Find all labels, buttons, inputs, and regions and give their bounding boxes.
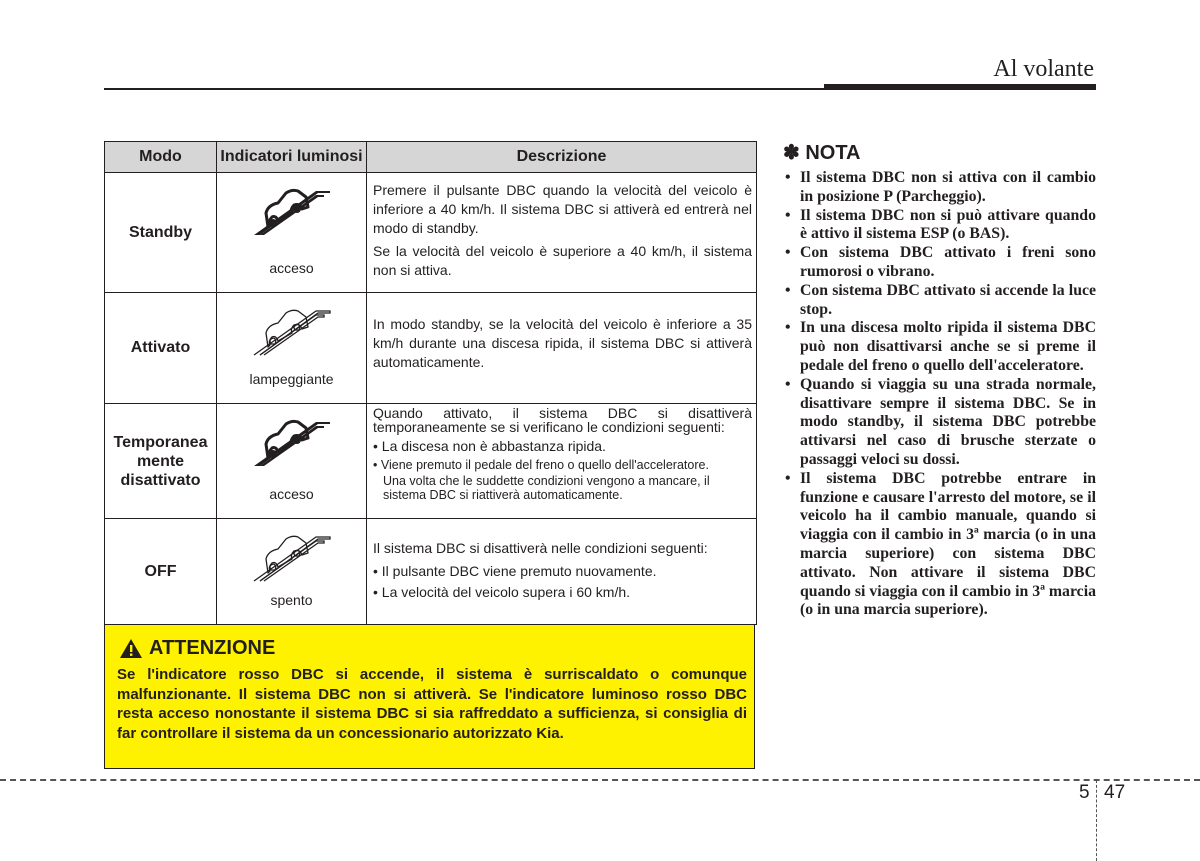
description-text: Quando attivato, il sistema DBC si disattiverà temporaneamente se si verificano le condizioni seguenti: xyxy=(373,405,752,435)
description-text: Il sistema DBC si disattiverà nelle condizioni seguenti: xyxy=(373,540,708,556)
list-item: • Quando si viaggia su una strada normale, disattivare sempre il sistema DBC. Se in modo standby, il sistema DBC potrebbe attivarsi nel caso di brusche sterzate o passaggi veloci su dossi. xyxy=(783,376,1096,470)
mode-line: Temporanea xyxy=(113,433,208,451)
description-cell xyxy=(367,293,757,404)
dbc-car-slope-icon xyxy=(252,183,332,239)
warning-triangle-icon xyxy=(119,638,143,659)
description-list-item: • La velocità del veicolo supera i 60 km/h. xyxy=(373,584,631,600)
indicator-caption: acceso xyxy=(269,260,314,276)
description-cell xyxy=(367,173,757,293)
dbc-car-slope-outline-icon xyxy=(252,303,332,359)
chapter-number: 5 xyxy=(1079,782,1090,803)
list-item: • Il sistema DBC non si attiva con il cambio in posizione P (Parcheggio). xyxy=(783,169,1096,207)
description-list-item: • Il pulsante DBC viene premuto nuovamente. xyxy=(373,563,657,579)
description-text: In modo standby, se la velocità del veicolo è inferiore a 35 km/h durante una discesa ripida, il sistema DBC si attiverà automaticamente. xyxy=(373,316,752,370)
mode-off: OFF xyxy=(105,519,217,625)
dbc-car-slope-outline-icon xyxy=(252,529,332,585)
indicator-caption: acceso xyxy=(269,486,314,502)
description-list-item: Una volta che le suddette condizioni vengono a mancare, il sistema DBC si riattiverà automaticamente. xyxy=(383,474,710,502)
mode-line: disattivato xyxy=(120,471,201,489)
table-row xyxy=(105,293,757,404)
table-row xyxy=(105,404,757,519)
description-text: Premere il pulsante DBC quando la velocità del veicolo è inferiore a 40 km/h. Il sistema DBC si attiverà ed entrerà nel modo di standby. xyxy=(373,182,752,236)
note-list xyxy=(783,169,1096,620)
warning-body: Se l'indicatore rosso DBC si accende, il sistema è surriscaldato o comunque malfunzionante. Il sistema DBC non si attiverà. Se l'indicatore luminoso rosso DBC resta acceso nonostante il sistema DBC si sia raffreddato a sufficienza, si consiglia di far controllare il sistema da un concessionario autorizzato Kia. xyxy=(117,666,747,742)
indicator-caption: spento xyxy=(270,592,313,608)
page-header-title: Al volante xyxy=(993,56,1094,82)
description-cell xyxy=(367,404,757,519)
indicator-cell xyxy=(217,404,367,519)
dbc-modes-table xyxy=(104,141,757,625)
warning-title-text: ATTENZIONE xyxy=(149,637,276,659)
table-header-row xyxy=(105,142,757,173)
table-row xyxy=(105,519,757,625)
description-list-item: • La discesa non è abbastanza ripida. xyxy=(373,438,606,454)
note-section xyxy=(783,140,1096,620)
indicator-cell xyxy=(217,293,367,404)
note-title: ✽ NOTA xyxy=(783,142,861,164)
page-number: 47 xyxy=(1104,782,1126,803)
footer-vertical-rule xyxy=(1096,780,1097,861)
footer-dashed-rule xyxy=(0,779,1200,781)
description-cell xyxy=(367,519,757,625)
list-item: • Con sistema DBC attivato si accende la luce stop. xyxy=(783,282,1096,320)
indicator-cell xyxy=(217,519,367,625)
dbc-car-slope-icon xyxy=(252,414,332,470)
header-rule-thick xyxy=(824,84,1096,90)
mode-line: mente xyxy=(136,452,185,470)
description-list-item: • Viene premuto il pedale del freno o quello dell'acceleratore. xyxy=(373,458,709,472)
header-rule-thin xyxy=(104,88,824,90)
indicator-caption: lampeggiante xyxy=(249,371,334,387)
column-header-mode: Modo xyxy=(105,142,217,173)
mode-temporaneamente-disattivato xyxy=(105,404,217,519)
indicator-cell xyxy=(217,173,367,293)
warning-box xyxy=(104,624,755,769)
mode-standby: Standby xyxy=(105,173,217,293)
list-item: • In una discesa molto ripida il sistema DBC può non disattivarsi anche se si preme il pedale del freno o quello dell'acceleratore. xyxy=(783,319,1096,375)
description-text: Se la velocità del veicolo è superiore a 40 km/h, il sistema non si attiva. xyxy=(373,243,752,278)
list-item: • Il sistema DBC non si può attivare quando è attivo il sistema ESP (o BAS). xyxy=(783,207,1096,245)
table-row xyxy=(105,173,757,293)
list-item: • Con sistema DBC attivato i freni sono rumorosi o vibrano. xyxy=(783,244,1096,282)
list-item: • Il sistema DBC potrebbe entrare in funzione e causare l'arresto del motore, se il veicolo ha il cambio manuale, quando si viaggia con il cambio in 3ª marcia (o in una marcia superiore) con sistema DBC attivato. Non attivare il sistema DBC quando si viaggia con il cambio in 3ª marcia (o in una marcia superiore). xyxy=(783,470,1096,620)
column-header-indicators: Indicatori luminosi xyxy=(217,142,367,173)
mode-attivato: Attivato xyxy=(105,293,217,404)
column-header-description: Descrizione xyxy=(367,142,757,173)
warning-title xyxy=(119,637,275,660)
